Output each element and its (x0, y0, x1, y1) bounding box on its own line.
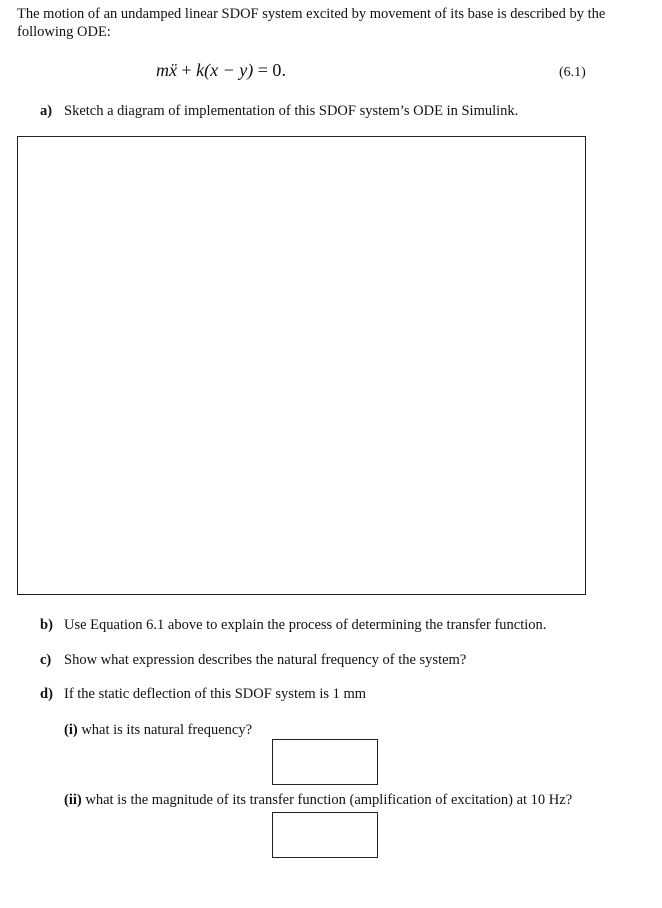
question-b-label: b) (40, 617, 53, 633)
eq-displacement-difference: (x − y) (204, 60, 254, 80)
transfer-function-answer-box[interactable] (272, 812, 378, 858)
eq-acceleration: ẍ (169, 60, 177, 80)
eq-rhs: = 0 (253, 60, 282, 80)
eq-stiffness: k (196, 60, 205, 80)
equation-number: (6.1) (559, 65, 586, 80)
question-a-label: a) (40, 103, 53, 119)
question-c-text: Show what expression describes the natural frequency of the system? (64, 652, 467, 668)
sketch-answer-box[interactable] (17, 136, 586, 595)
eq-plus: + (177, 60, 197, 80)
question-d-label: d) (40, 686, 53, 702)
question-d-ii (64, 791, 572, 809)
problem-intro: The motion of an undamped linear SDOF system excited by movement of its base is described by the following ODE: (17, 6, 606, 40)
question-d-i-text: what is its natural frequency? (77, 722, 253, 738)
question-b (40, 616, 546, 634)
question-a-text: Sketch a diagram of implementation of this SDOF system’s ODE in Simulink. (64, 103, 519, 119)
eq-period: . (281, 60, 286, 80)
question-d-text: If the static deflection of this SDOF system is 1 mm (64, 686, 367, 702)
question-b-text: Use Equation 6.1 above to explain the process of determining the transfer function. (64, 617, 547, 633)
natural-frequency-answer-box[interactable] (272, 739, 378, 785)
eq-mass: m (156, 60, 169, 80)
question-d-i (64, 721, 252, 739)
question-d (40, 685, 366, 703)
question-d-ii-text: what is the magnitude of its transfer function (amplification of excitation) at 10 Hz? (81, 792, 573, 808)
question-c-label: c) (40, 652, 52, 668)
question-d-ii-label: (ii) (64, 792, 82, 808)
question-c (40, 651, 466, 669)
question-a (40, 102, 518, 120)
question-d-i-label: (i) (64, 722, 78, 738)
ode-equation (156, 60, 286, 81)
